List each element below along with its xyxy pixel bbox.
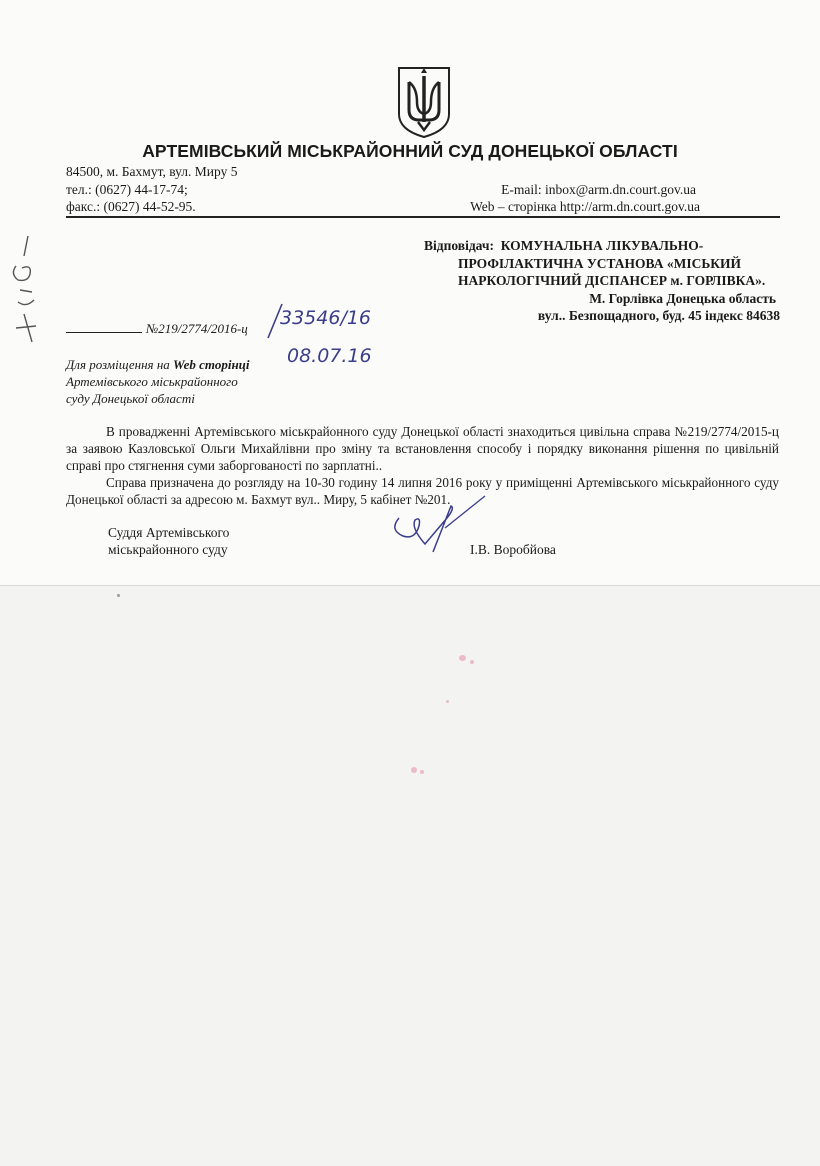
notice-paragraph-2: Справа призначена до розгляду на 10-30 годину 14 липня 2016 року у приміщенні Артемівського міськрайонного суду Донецької області за адресою м. Бахмут вул.. Миру, 5 кабінет №201. bbox=[66, 475, 779, 507]
respondent-line-1 bbox=[424, 238, 703, 254]
stamp-speck bbox=[420, 770, 424, 774]
court-phone: тел.: (0627) 44-17-74; bbox=[66, 182, 188, 197]
document-page-bottom bbox=[0, 585, 820, 1166]
court-website: Web – сторінка http://arm.dn.court.gov.ua bbox=[470, 199, 700, 214]
stamp-speck bbox=[446, 700, 449, 703]
dust-speck bbox=[117, 594, 120, 597]
court-email: E-mail: inbox@arm.dn.court.gov.ua bbox=[501, 182, 696, 197]
respondent-name-2: ПРОФІЛАКТИЧНА УСТАНОВА «МІСЬКИЙ bbox=[458, 256, 742, 271]
web-placement-note bbox=[66, 356, 250, 407]
web-note-bold: Web сторінці bbox=[173, 357, 250, 372]
stamp-speck bbox=[470, 660, 474, 664]
stamp-speck bbox=[459, 655, 466, 661]
case-number-line bbox=[66, 321, 248, 337]
web-note-line-3: суду Донецької області bbox=[66, 391, 195, 406]
web-note-line-2: Артемівського міськрайонного bbox=[66, 374, 238, 389]
court-name: АРТЕМІВСЬКИЙ МІСЬКРАЙОННИЙ СУД ДОНЕЦЬКОЇ ОБЛАСТІ bbox=[142, 141, 678, 161]
web-note-prefix: Для розміщення на bbox=[66, 357, 170, 372]
handwritten-registration-number: 33546/16 bbox=[280, 307, 372, 329]
respondent-label: Відповідач: bbox=[424, 238, 494, 253]
respondent-street: вул.. Безпощадного, буд. 45 індекс 84638 bbox=[537, 308, 780, 323]
handwritten-date: 08.07.16 bbox=[287, 345, 372, 367]
judge-title bbox=[108, 524, 229, 558]
judge-title-line-2: міськрайонного суду bbox=[108, 542, 228, 557]
judge-name: І.В. Воробйова bbox=[470, 542, 556, 557]
respondent-city: М. Горлівка Донецька область bbox=[589, 291, 776, 306]
header-divider bbox=[66, 216, 780, 218]
court-address: 84500, м. Бахмут, вул. Миру 5 bbox=[66, 164, 238, 179]
respondent-name-3: НАРКОЛОГІЧНИЙ ДІСПАНСЕР м. ГОРЛІВКА». bbox=[458, 273, 766, 288]
notice-paragraph-1: В провадженні Артемівського міськрайонного суду Донецької області знаходиться цивільна справа №219/2774/2015-ц за заявою Казловської Ольги Михайлівни про зміну та встановлення способу і порядку виконання рішення по цивільній справі про стягнення суми заборгованості по зарплатні.. bbox=[66, 424, 779, 473]
judge-title-line-1: Суддя Артемівського bbox=[108, 525, 230, 540]
court-fax: факс.: (0627) 44-52-95. bbox=[66, 199, 196, 214]
case-number-blank bbox=[66, 332, 142, 333]
stamp-speck bbox=[411, 767, 417, 773]
case-number: №219/2774/2016-ц bbox=[146, 321, 248, 336]
respondent-name-1: КОМУНАЛЬНА ЛІКУВАЛЬНО- bbox=[500, 238, 704, 253]
margin-handwritten-mark-icon bbox=[2, 230, 46, 350]
coat-of-arms-icon bbox=[395, 64, 453, 140]
